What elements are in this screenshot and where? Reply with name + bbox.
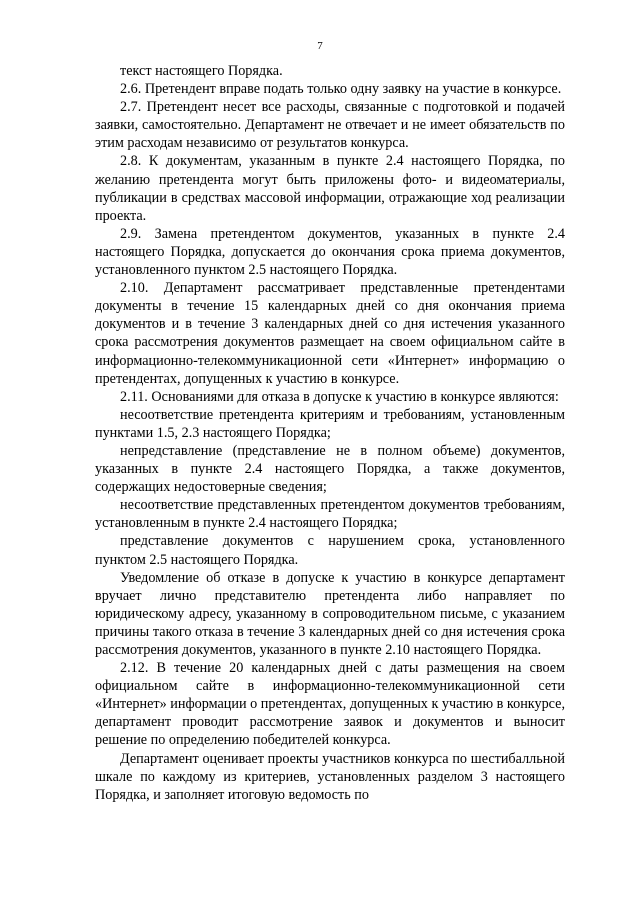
paragraph-continuation: текст настоящего Порядка. [120, 63, 283, 79]
paragraph-2-12: 2.12. В течение 20 календарных дней с даты размещения на своем официальном сайте в информационно-телекоммуникационной сети «Интернет» информации о претендентах, допущенных к участию в конкурсе, департамент проводит рассмотрение заявок и документов и выносит решение по определению победителей конкурса. [95, 660, 565, 749]
list-item-refusal-4: представление документов с нарушением срока, установленного пунктом 2.5 настоящего Порядка. [95, 533, 565, 568]
list-item-refusal-1: несоответствие претендента критериям и требованиям, установленным пунктами 1.5, 2.3 настоящего Порядка; [95, 406, 565, 441]
paragraph-2-8: 2.8. К документам, указанным в пункте 2.4 настоящего Порядка, по желанию претендента могут быть приложены фото- и видеоматериалы, публикации в средствах массовой информации, отражающие ход реализации проекта. [95, 153, 565, 224]
page-number: 7 [317, 40, 323, 52]
document-body [95, 62, 565, 804]
paragraph-2-6: 2.6. Претендент вправе подать только одну заявку на участие в конкурсе. [120, 81, 562, 98]
list-item-refusal-3: несоответствие представленных претендентом документов требованиям, установленным в пункте 2.4 настоящего Порядка; [95, 497, 565, 532]
paragraph-2-9: 2.9. Замена претендентом документов, указанных в пункте 2.4 настоящего Порядка, допускается до окончания срока приема документов, установленного пунктом 2.5 настоящего Порядка. [95, 225, 565, 279]
paragraph-evaluation: Департамент оценивает проекты участников конкурса по шестибалльной шкале по каждому из критериев, установленных разделом 3 настоящего Порядка, и заполняет итоговую ведомость по [95, 750, 565, 803]
paragraph-2-7: 2.7. Претендент несет все расходы, связанные с подготовкой и подачей заявки, самостоятельно. Департамент не отвечает и не имеет обязательств по этим расходам независимо от результатов конкурса. [95, 99, 565, 152]
list-item-refusal-2: непредставление (представление не в полном объеме) документов, указанных в пункте 2.4 настоящего Порядка, а также документов, содержащих недостоверные сведения; [95, 442, 565, 496]
paragraph-notification: Уведомление об отказе в допуске к участию в конкурсе департамент вручает лично представителю претендента либо направляет по юридическому адресу, указанному в сопроводительном письме, с указанием причины такого отказа в течение 3 календарных дней со дня истечения срока рассмотрения документов, указанного в пункте 2.10 настоящего Порядка. [95, 569, 565, 658]
paragraph-2-10: 2.10. Департамент рассматривает представленные претендентами документы в течение 15 календарных дней со дня окончания приема документов и в течение 3 календарных дней со дня истечения указанного срока рассмотрения документов размещает на своем официальном сайте в информационно-телекоммуникационной сети «Интернет» информацию о претендентах, допущенных к участию в конкурсе. [95, 280, 565, 387]
paragraph-2-11: 2.11. Основаниями для отказа в допуске к участию в конкурсе являются: [120, 388, 559, 405]
